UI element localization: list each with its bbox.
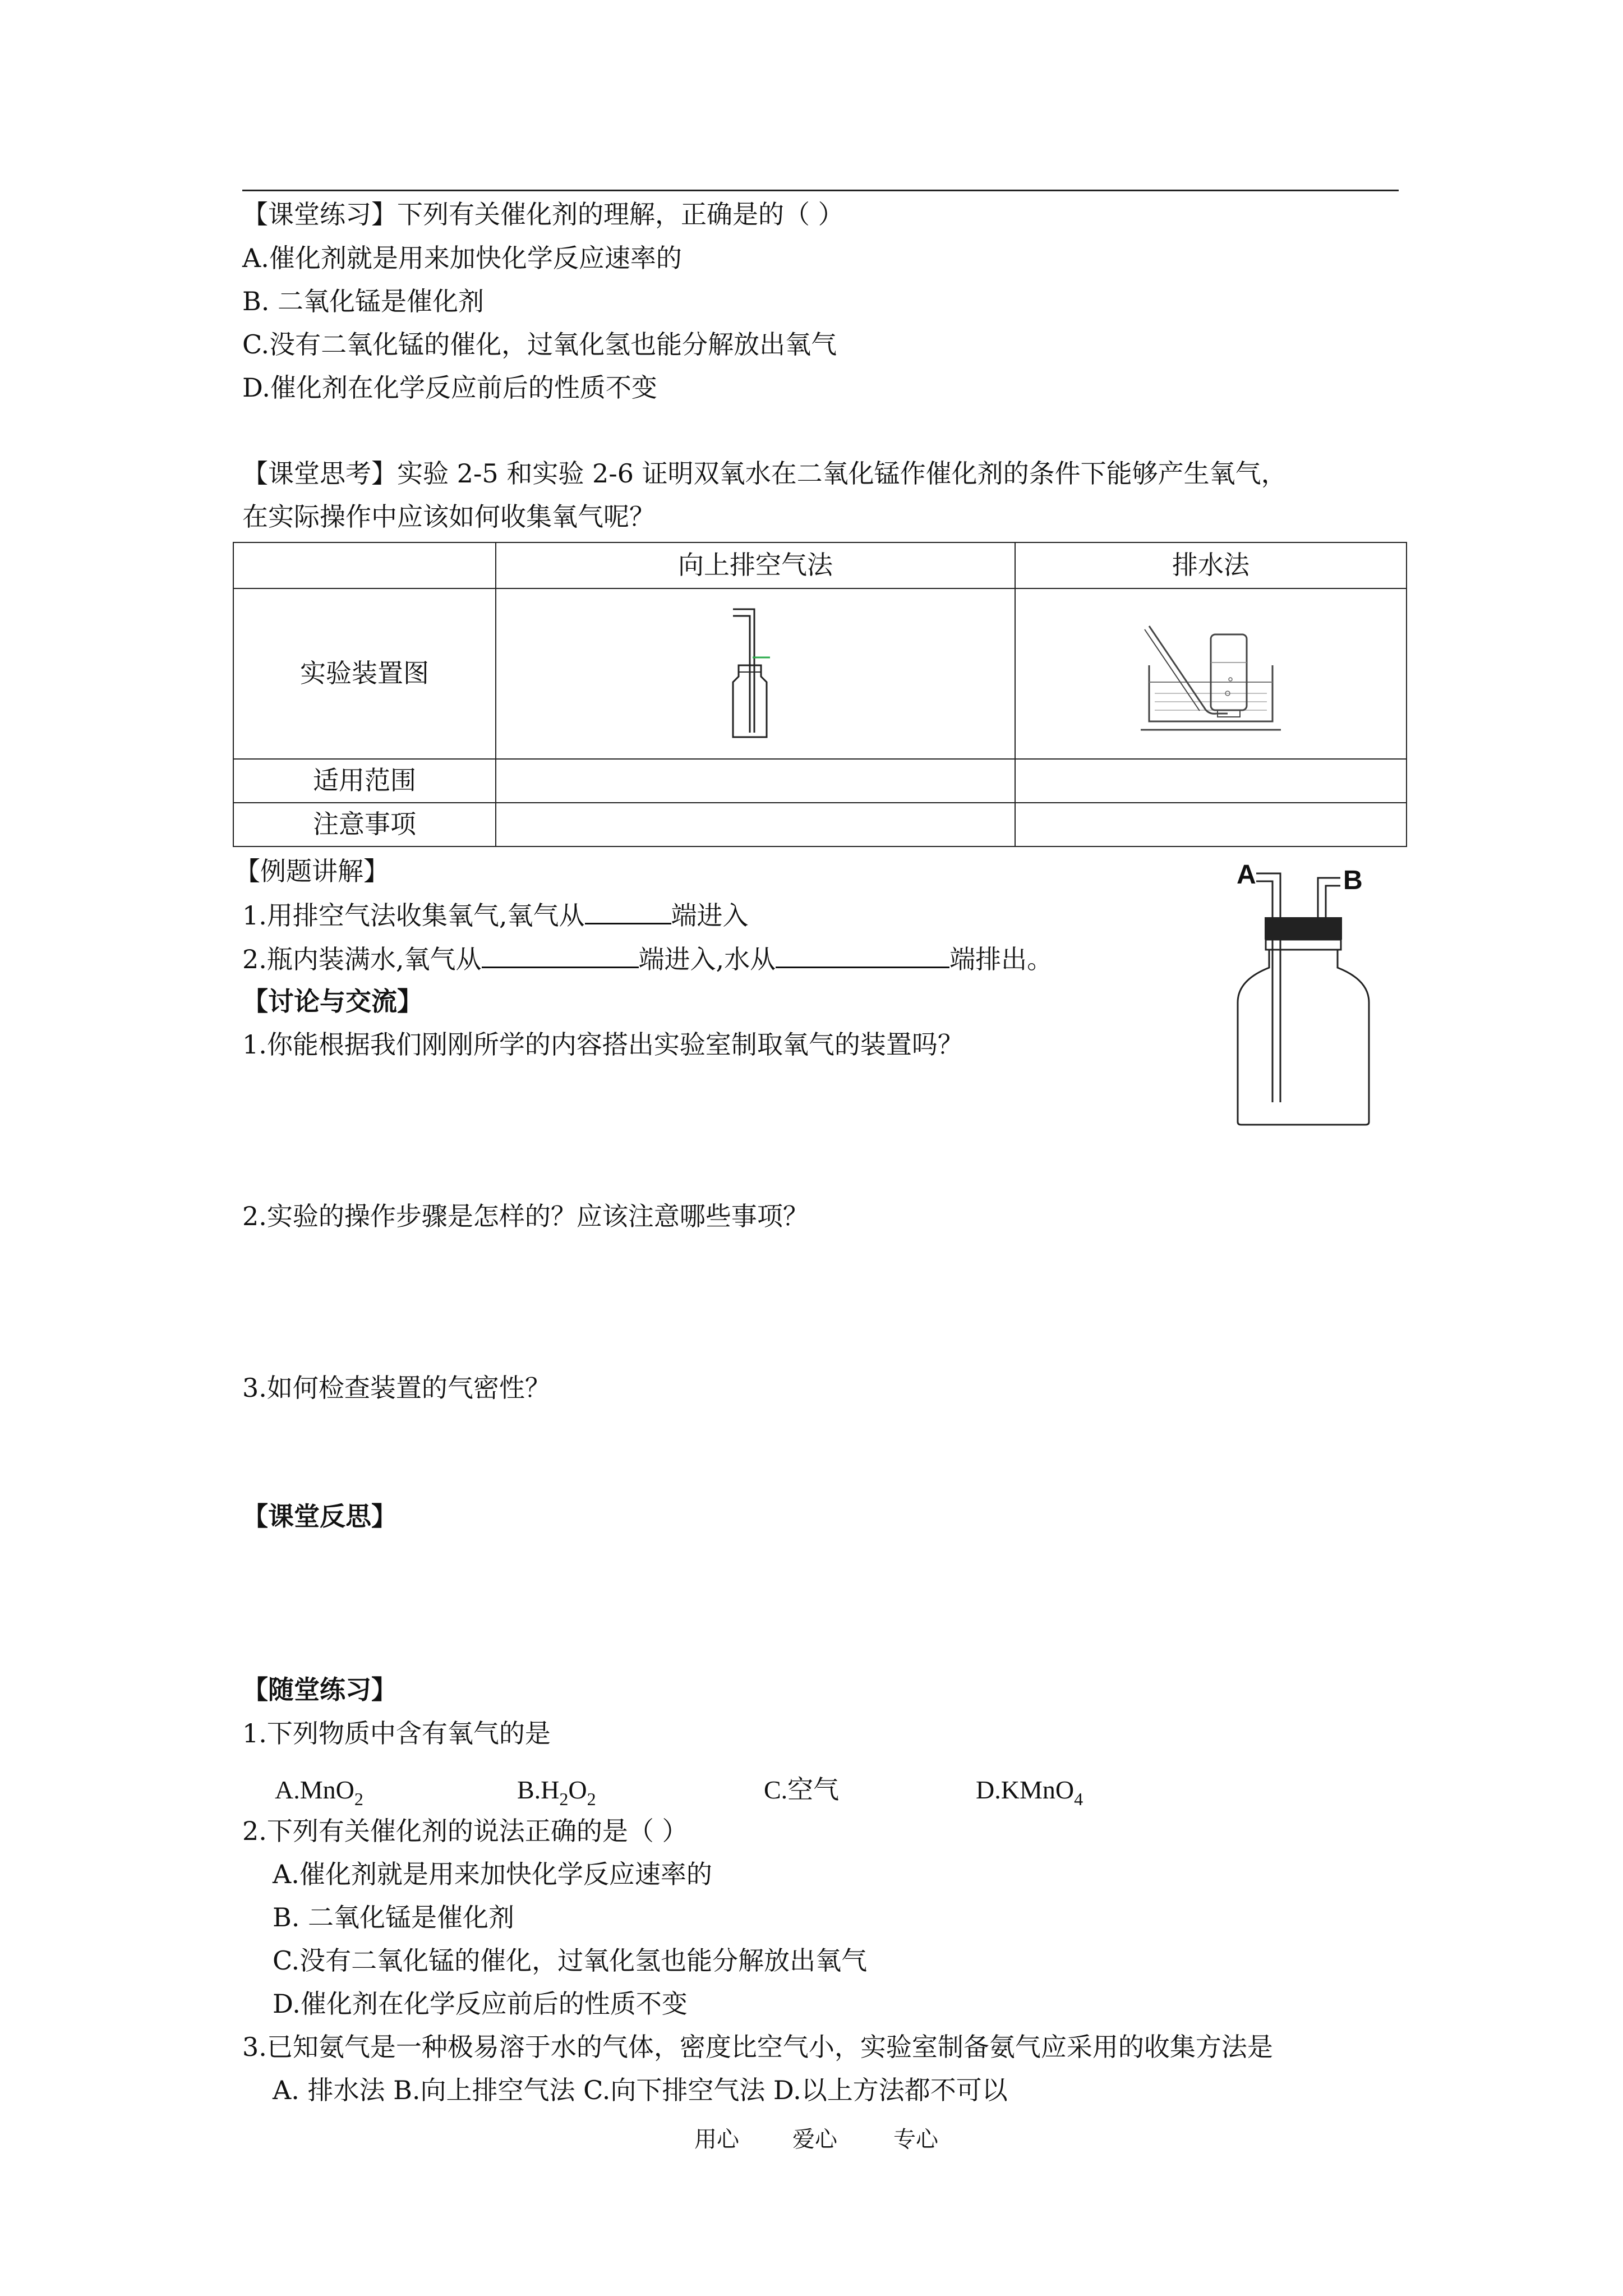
practice-option-b: B. 二氧化锰是催化剂 [242,286,485,316]
option-text: B.H [517,1775,560,1804]
example-q2 [242,943,1053,975]
think-line-2: 在实际操作中应该如何收集氧气呢？ [242,501,655,532]
practice-option-d: D.催化剂在化学反应前后的性质不变 [242,372,657,403]
water-displacement-icon [1138,609,1284,738]
followup-q2-option-a: A.催化剂就是用来加快化学反应速率的 [273,1859,712,1889]
discussion-q1: 1.你能根据我们刚刚所学的内容搭出实验室制取氧气的装置吗？ [242,1029,963,1060]
followup-q2-option-b: B. 二氧化锰是催化剂 [273,1902,515,1932]
table-cell-scope-water [1015,759,1407,803]
followup-q3-options: A. 排水法 B.向上排空气法 C.向下排空气法 D.以上方法都不可以 [273,2075,1008,2105]
reflection-heading: 【课堂反思】 [242,1501,397,1531]
option-text: O [568,1775,587,1804]
gas-bottle-upward-icon [722,604,789,744]
table-row-notes-label: 注意事项 [233,803,496,846]
option-text: A.MnO [275,1775,354,1804]
table-cell-upward-air-figure [496,588,1015,759]
followup-q3: 3.已知氨气是一种极易溶于水的气体，密度比空气小，实验室制备氨气应采用的收集方法是 [242,2032,1273,2062]
table-header-water: 排水法 [1015,542,1407,588]
followup-q1-option-c: C.空气 [764,1775,840,1804]
practice-option-a: A.催化剂就是用来加快化学反应速率的 [242,243,682,273]
example-q1-pre: 1.用排空气法收集氧气,氧气从 [242,900,585,931]
table-cell-scope-upward [496,759,1015,803]
discussion-heading: 【讨论与交流】 [242,986,423,1016]
followup-heading: 【随堂练习】 [242,1674,397,1705]
example-heading: 【例题讲解】 [234,856,389,886]
subscript: 2 [559,1789,569,1809]
followup-q1-option-a [275,1774,363,1810]
subscript: 4 [1074,1789,1083,1809]
header-rule [242,190,1399,191]
blank-line [585,899,671,924]
example-q2-pre: 2.瓶内装满水,氧气从 [242,944,482,974]
subscript: 2 [587,1789,596,1809]
collection-method-table [233,542,1407,847]
think-line-1: 【课堂思考】实验 2-5 和实验 2-6 证明双氧水在二氧化锰作催化剂的条件下能够产生氧气， [242,458,1287,489]
followup-q1-option-d [976,1774,1083,1810]
bottle-label-a: A [1237,860,1256,890]
table-row-apparatus-label: 实验装置图 [233,588,496,759]
table-corner-cell [233,542,496,588]
example-q2-mid: 端进入,水从 [638,944,776,974]
followup-q2-option-d: D.催化剂在化学反应前后的性质不变 [273,1989,688,2019]
table-row-scope-label: 适用范围 [233,759,496,803]
table-cell-notes-upward [496,803,1015,846]
blank-line [776,943,949,968]
example-q1-post: 端进入 [671,900,749,931]
practice-option-c: C.没有二氧化锰的催化，过氧化氢也能分解放出氧气 [242,329,837,360]
followup-q2: 2.下列有关催化剂的说法正确的是（ ） [242,1816,688,1846]
footer-word-1: 用心 [694,2127,739,2152]
bottle-label-b: B [1343,866,1363,895]
followup-q1-option-b [517,1774,596,1810]
wide-mouth-bottle-figure [1231,855,1377,1136]
subscript: 2 [354,1789,363,1809]
table-cell-notes-water [1015,803,1407,846]
option-text: D.KMnO [976,1775,1075,1804]
blank-line [482,943,639,968]
table-header-upward-air: 向上排空气法 [496,542,1015,588]
example-q1 [242,899,749,931]
example-q2-post: 端排出。 [949,944,1053,974]
footer-word-2: 爱心 [792,2127,837,2152]
followup-q2-option-c: C.没有二氧化锰的催化，过氧化氢也能分解放出氧气 [273,1945,868,1976]
footer-word-3: 专心 [893,2127,938,2152]
discussion-q2: 2.实验的操作步骤是怎样的？应该注意哪些事项？ [242,1201,809,1231]
practice-stem: 【课堂练习】下列有关催化剂的理解，正确是的（ ） [242,199,844,229]
discussion-q3: 3.如何检查装置的气密性？ [242,1373,551,1403]
followup-q1: 1.下列物质中含有氧气的是 [242,1718,551,1749]
table-cell-water-figure [1015,588,1407,759]
